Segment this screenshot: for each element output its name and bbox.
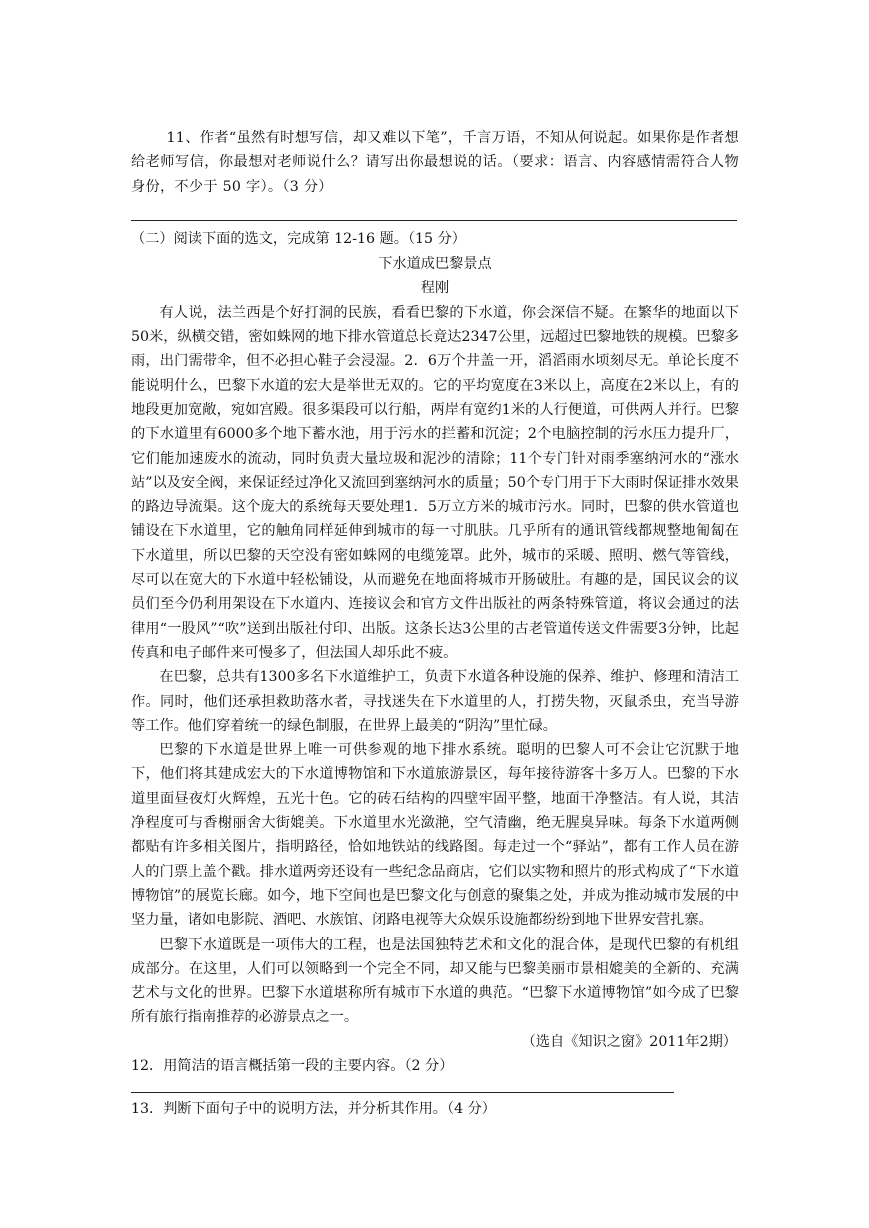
answer-line-q11 — [131, 220, 737, 221]
section-2-instruction: （二）阅读下面的选文，完成第 12-16 题。（15 分） — [131, 230, 466, 247]
answer-line-q12 — [131, 1092, 674, 1093]
article-source: （选自《知识之窗》2011年2期） — [521, 1033, 737, 1050]
article-paragraph: 巴黎的下水道是世界上唯一可供参观的地下排水系统。聪明的巴黎人可不会让它沉默于地下，他们将其建成宏大的下水道博物馆和下水道旅游景区，每年接待游客十多万人。巴黎的下水道里面昼夜灯火辉煌，五光十色。它的砖石结构的四壁牢固平整，地面干净整洁。有人说，其洁净程度可与香榭丽舍大街媲美。下水道里水光潋滟，空气清幽，绝无腥臭异味。每条下水道两侧都贴有许多相关图片，指明路径，恰如地铁站的线路图。每走过一个“驿站”，都有工作人员在游人的门票上盖个戳。排水道两旁还设有一些纪念品商店，它们以实物和照片的形式构成了“下水道博物馆”的展览长廊。如今，地下空间也是巴黎文化与创意的聚集之处，并成为推动城市发展的中坚力量，诸如电影院、酒吧、水族馆、闭路电视等大众娱乐设施都纷纷到地下世界安营扎寨。 — [131, 742, 739, 929]
question-11: 11、作者“虽然有时想写信，却又难以下笔”，千言万语，不知从何说起。如果你是作者想给老师写信，你最想对老师说什么？请写出你最想说的话。（要求：语言、内容感情需符合人物身份，不少于 50 字）。（3 分） — [131, 130, 739, 195]
article-title: 下水道成巴黎景点 — [378, 256, 492, 273]
question-13: 13．判断下面句子中的说明方法，并分析其作用。（4 分） — [131, 1101, 496, 1118]
document-page — [131, 126, 739, 1122]
article-author: 程刚 — [420, 280, 450, 297]
article-paragraph: 巴黎下水道既是一项伟大的工程，也是法国独特艺术和文化的混合体，是现代巴黎的有机组成部分。在这里，人们可以领略到一个完全不同，却又能与巴黎美丽市景相媲美的全新的、充满艺术与文化的世界。巴黎下水道堪称所有城市下水道的典范。“巴黎下水道博物馆”如今成了巴黎所有旅行指南推荐的必游景点之一。 — [131, 936, 739, 1026]
article-paragraph: 在巴黎，总共有1300多名下水道维护工，负责下水道各种设施的保养、维护、修理和清洁工作。同时，他们还承担救助落水者，寻找迷失在下水道里的人，打捞失物，灭鼠杀虫，充当导游等工作。他们穿着统一的绿色制服，在世界上最美的“阴沟”里忙碌。 — [131, 669, 739, 734]
article-paragraph: 有人说，法兰西是个好打洞的民族，看看巴黎的下水道，你会深信不疑。在繁华的地面以下 50米，纵横交错，密如蛛网的地下排水管道总长竟达2347公里，远超过巴黎地铁的规模。巴黎多雨，出门需带伞，但不必担心鞋子会浸湿。2．6万个井盖一开，滔滔雨水顷刻尽无。单论长度不能说明什么，巴黎下水道的宏大是举世无双的。它的平均宽度在3米以上，高度在2米以上，有的地段更加宽敞，宛如宫殿。很多渠段可以行船，两岸有宽约1米的人行便道，可供两人并行。巴黎的下水道里有6000多个地下蓄水池，用于污水的拦蓄和沉淀；2个电脑控制的污水压力提升厂，它们能加速废水的流动，同时负责大量垃圾和泥沙的清除；11个专门针对雨季塞纳河水的“涨水站”以及安全阀，来保证经过净化又流回到塞纳河水的质量；50个专门用于下大雨时保证排水效果的路边导流渠。这个庞大的系统每天要处理1．5万立方米的城市污水。同时，巴黎的供水管道也铺设在下水道里，它的触角同样延伸到城市的每一寸肌肤。几乎所有的通讯管线都规整地匍匐在下水道里，所以巴黎的天空没有密如蛛网的电缆笼罩。此外，城市的采暖、照明、燃气等管线，尽可以在宽大的下水道中轻松铺设，从而避免在地面将城市开肠破肚。有趣的是，国民议会的议员们至今仍利用架设在下水道内、连接议会和官方文件出版社的两条特殊管道，将议会通过的法律用“一股风”“吹”送到出版社付印、出版。这条长达3公里的古老管道传送文件需要3分钟，比起传真和电子邮件来可慢多了，但法国人却乐此不疲。 — [131, 304, 739, 661]
question-12: 12．用简洁的语言概括第一段的主要内容。（2 分） — [131, 1057, 454, 1074]
